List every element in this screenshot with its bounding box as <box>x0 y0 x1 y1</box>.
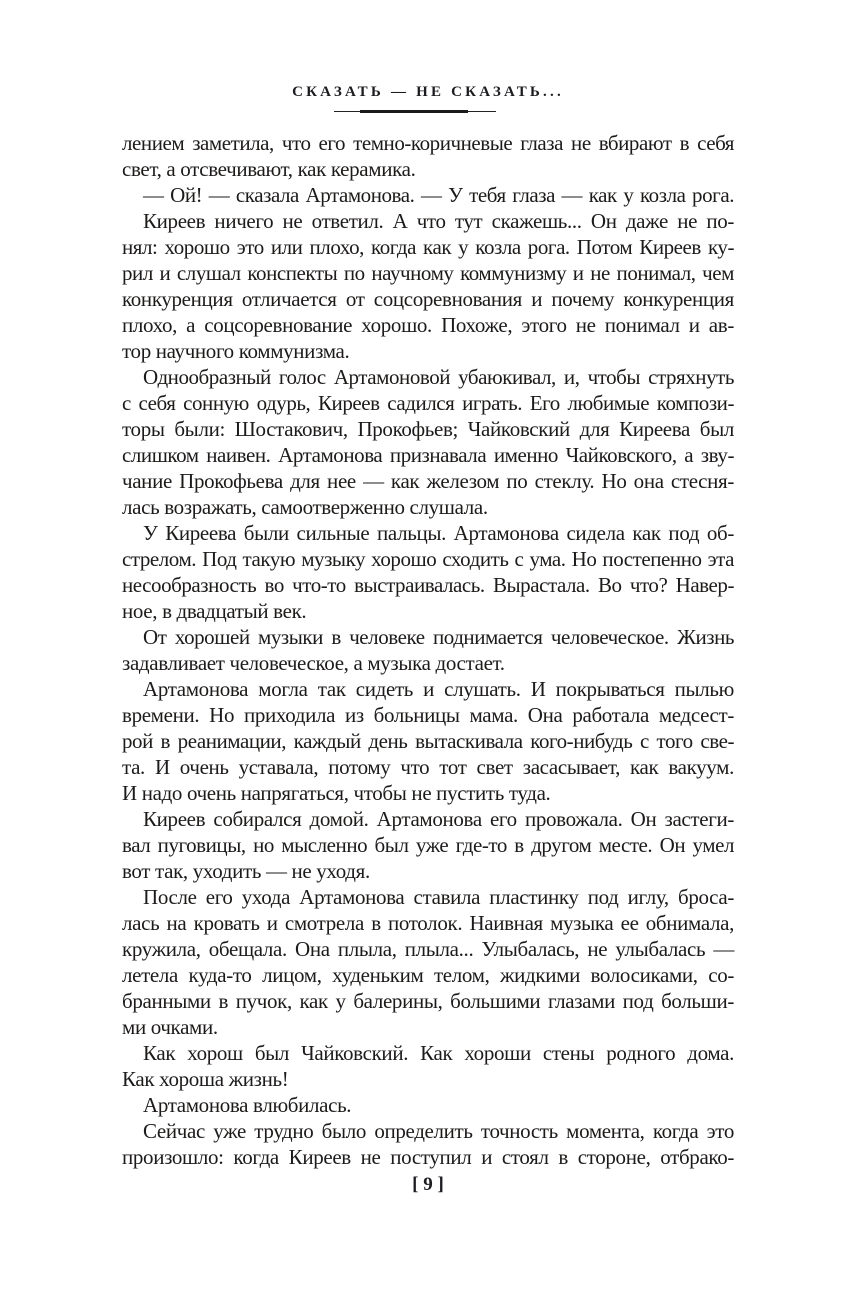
text-line: После его ухода Артамонова ставила пластинку под иглу, броса- <box>143 885 734 909</box>
text-line: Киреев собирался домой. Артамонова его провожала. Он застеги- <box>143 807 734 831</box>
text-line: торы были: Шостакович, Прокофьев; Чайковский для Киреева был <box>122 417 734 441</box>
running-head: СКАЗАТЬ — НЕ СКАЗАТЬ... <box>292 84 564 100</box>
page-number: [ 9 ] <box>412 1174 444 1195</box>
text-line: лась на кровать и смотрела в потолок. Наивная музыка ее обнимала, <box>122 911 734 935</box>
text-line: Артамонова влюбилась. <box>143 1093 352 1117</box>
text-line: И надо очень напрягаться, чтобы не пустить туда. <box>122 781 551 805</box>
text-line: слишком наивен. Артамонова признавала именно Чайковского, а зву- <box>122 443 734 467</box>
text-line: свет, а отсвечивают, как керамика. <box>122 157 416 181</box>
text-line: рил и слушал конспекты по научному коммунизму и не понимал, чем <box>122 261 734 285</box>
text-line: От хорошей музыки в человеке поднимается человеческое. Жизнь <box>143 625 734 649</box>
text-line: ное, в двадцатый век. <box>122 599 307 623</box>
body-text <box>122 130 734 1170</box>
text-line: ми очками. <box>122 1015 218 1039</box>
text-line: Артамонова могла так сидеть и слушать. И покрываться пылью <box>143 677 734 701</box>
text-line: — Ой! — сказала Артамонова. — У тебя глаза — как у козла рога. <box>143 183 734 207</box>
text-line: Киреев ничего не ответил. А что тут скажешь... Он даже не по- <box>143 209 734 233</box>
text-line: бранными в пучок, как у балерины, большими глазами под больши- <box>122 989 734 1013</box>
text-line: времени. Но приходила из больницы мама. Она работала медсест- <box>122 703 734 727</box>
text-line: вал пуговицы, но мысленно был уже где-то в другом месте. Он умел <box>122 833 734 857</box>
text-line: плохо, а соцсоревнование хорошо. Похоже, этого не понимал и ав- <box>122 313 734 337</box>
text-line: кружила, обещала. Она плыла, плыла... Улыбалась, не улыбалась — <box>122 937 734 961</box>
text-line: с себя сонную одурь, Киреев садился играть. Его любимые компози- <box>122 391 734 415</box>
text-line: конкуренция отличается от соцсоревнования и почему конкуренция <box>122 287 734 311</box>
text-line: лением заметила, что его темно-коричневые глаза не вбирают в себя <box>122 131 734 155</box>
text-line: вот так, уходить — не уходя. <box>122 859 370 883</box>
text-line: чание Прокофьева для нее — как железом по стеклу. Но она стесня- <box>122 469 734 493</box>
text-line: тор научного коммунизма. <box>122 339 350 363</box>
text-line: произошло: когда Киреев не поступил и стоял в стороне, отбрако- <box>122 1145 734 1169</box>
text-line: задавливает человеческое, а музыка достает. <box>122 651 505 675</box>
text-line: летела куда-то лицом, худеньким телом, жидкими волосиками, со- <box>122 963 734 987</box>
header-rule-bold <box>360 110 468 113</box>
text-line: несообразность во что-то выстраивалась. Вырастала. Во что? Навер- <box>122 573 734 597</box>
text-line: У Киреева были сильные пальцы. Артамонова сидела как под об- <box>143 521 734 545</box>
text-line: лась возражать, самоотверженно слушала. <box>122 495 488 519</box>
text-line: стрелом. Под такую музыку хорошо сходить с ума. Но постепенно эта <box>122 547 734 571</box>
text-line: Как хороша жизнь! <box>122 1067 289 1091</box>
text-line: рой в реанимации, каждый день вытаскивала кого-нибудь с того све- <box>122 729 734 753</box>
text-line: Как хорош был Чайковский. Как хороши стены родного дома. <box>143 1041 734 1065</box>
text-line: та. И очень уставала, потому что тот свет засасывает, как вакуум. <box>122 755 734 779</box>
text-line: нял: хорошо это или плохо, когда как у козла рога. Потом Киреев ку- <box>122 235 734 259</box>
text-line: Сейчас уже трудно было определить точность момента, когда это <box>143 1119 734 1143</box>
text-line: Однообразный голос Артамоновой убаюкивал, и, чтобы стряхнуть <box>143 365 734 389</box>
